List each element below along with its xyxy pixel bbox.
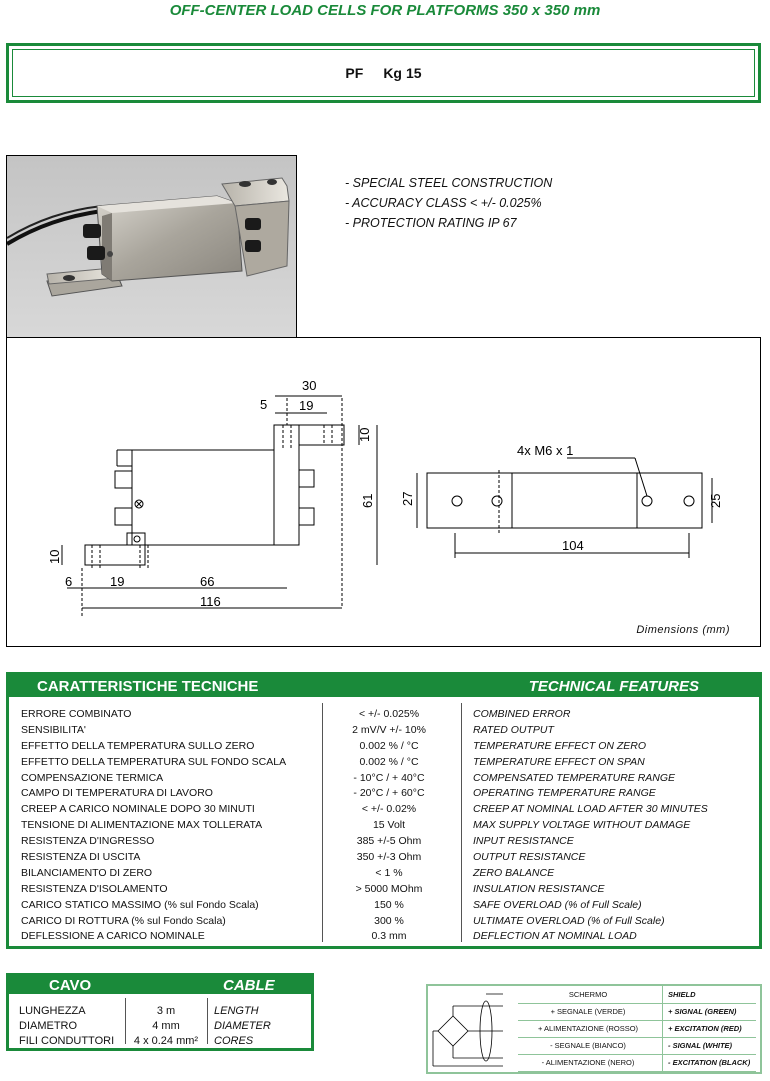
- spec-row: [9, 882, 759, 898]
- dimensions-note: Dimensions (mm): [636, 624, 730, 636]
- cable-row: [9, 1019, 311, 1034]
- product-photo: [6, 155, 297, 338]
- spec-label-en: OUTPUT RESISTANCE: [473, 851, 586, 864]
- dim-label: 10: [357, 427, 372, 442]
- technical-drawing: [7, 338, 762, 648]
- spec-label-en: MAX SUPPLY VOLTAGE WITHOUT DAMAGE: [473, 819, 691, 832]
- spec-label-it: EFFETTO DELLA TEMPERATURA SULLO ZERO: [21, 739, 255, 752]
- dim-label: 19: [110, 574, 125, 589]
- cable-header-it: CAVO: [49, 977, 92, 994]
- spec-label-it: TENSIONE DI ALIMENTAZIONE MAX TOLLERATA: [21, 819, 263, 832]
- model-box: [6, 43, 761, 103]
- cable-label-it: DIAMETRO: [19, 1020, 78, 1032]
- spec-label-en: SAFE OVERLOAD (% of Full Scale): [473, 898, 642, 911]
- dim-label: 66: [200, 574, 215, 589]
- wire-label-en: + EXCITATION (RED): [668, 1024, 742, 1033]
- spec-row: [9, 707, 759, 723]
- cable-label-en: LENGTH: [214, 1005, 259, 1017]
- spec-label-en: OPERATING TEMPERATURE RANGE: [473, 787, 656, 800]
- spec-label-it: ERRORE COMBINATO: [21, 708, 132, 720]
- spec-value: < +/- 0.02%: [361, 803, 417, 816]
- specs-header-en: TECHNICAL FEATURES: [528, 678, 699, 695]
- spec-label-en: RATED OUTPUT: [473, 723, 554, 736]
- spec-row: [9, 739, 759, 755]
- technical-specs: [6, 672, 762, 949]
- spec-row: [9, 723, 759, 739]
- cable-label-en: CORES: [214, 1035, 254, 1047]
- spec-value: 0.002 % / °C: [359, 739, 419, 752]
- wiring-row: [518, 1054, 756, 1072]
- dim-label: 6: [65, 574, 73, 589]
- dim-label: 30: [302, 378, 317, 393]
- dim-label: 25: [708, 493, 723, 508]
- spec-value: < 1 %: [375, 866, 403, 879]
- model-series: PF: [345, 65, 364, 81]
- wire-label-it: + SEGNALE (VERDE): [550, 1007, 626, 1016]
- wire-label-en: SHIELD: [668, 990, 696, 999]
- spec-value: < +/- 0.025%: [358, 708, 420, 720]
- spec-label-it: CARICO DI ROTTURA (% sul Fondo Scala): [21, 914, 226, 927]
- model-capacity: 15: [405, 65, 422, 81]
- spec-value: 300 %: [374, 914, 404, 927]
- spec-value: 2 mV/V +/- 10%: [352, 723, 426, 736]
- cable-value: 4 mm: [152, 1020, 180, 1032]
- spec-row: [9, 866, 759, 882]
- wire-label-en: - EXCITATION (BLACK): [668, 1058, 751, 1067]
- page-title: OFF-CENTER LOAD CELLS FOR PLATFORMS 350 x 350 mm: [169, 2, 601, 19]
- model-label: [12, 49, 755, 97]
- spec-row: [9, 802, 759, 818]
- spec-row: [9, 771, 759, 787]
- spec-label-en: COMBINED ERROR: [473, 708, 571, 720]
- wiring-row: [518, 1003, 756, 1021]
- specs-header-it: CARATTERISTICHE TECNICHE: [37, 678, 259, 695]
- wire-label-en: - SIGNAL (WHITE): [668, 1041, 733, 1050]
- model-unit: Kg: [383, 65, 402, 81]
- spec-value: 0.002 % / °C: [359, 755, 419, 768]
- spec-value: 0.3 mm: [371, 930, 407, 943]
- specs-header: [9, 675, 759, 697]
- wiring-row: [518, 1020, 756, 1038]
- spec-label-en: INSULATION RESISTANCE: [473, 882, 605, 895]
- spec-value: 385 +/-5 Ohm: [356, 835, 422, 848]
- wire-label-it: - ALIMENTAZIONE (NERO): [541, 1058, 635, 1067]
- dim-label: 61: [360, 493, 375, 508]
- spec-label-it: RESISTENZA DI USCITA: [21, 851, 141, 864]
- cable-label-en: DIAMETER: [214, 1020, 271, 1032]
- spec-label-it: CAMPO DI TEMPERATURA DI LAVORO: [21, 787, 213, 800]
- spec-value: > 5000 MOhm: [355, 882, 423, 895]
- spec-label-it: SENSIBILITA': [21, 723, 86, 736]
- specs-rows: [9, 707, 759, 945]
- cable-label-it: FILI CONDUTTORI: [19, 1035, 115, 1047]
- spec-value: 150 %: [374, 898, 404, 911]
- wiring-diagram: [426, 984, 762, 1074]
- cable-row: [9, 1004, 311, 1019]
- spec-label-en: CREEP AT NOMINAL LOAD AFTER 30 MINUTES: [473, 803, 708, 816]
- dim-label: 116: [200, 594, 221, 609]
- spec-row: [9, 929, 759, 945]
- spec-label-it: EFFETTO DELLA TEMPERATURA SUL FONDO SCALA: [21, 755, 287, 768]
- feature-item: - SPECIAL STEEL CONSTRUCTION: [345, 176, 553, 190]
- spec-value: - 10°C / + 40°C: [353, 771, 425, 784]
- cable-value: 4 x 0.24 mm²: [133, 1035, 199, 1047]
- dim-label: 4x M6 x 1: [517, 443, 574, 458]
- dimension-labels: [47, 378, 723, 609]
- wire-label-it: - SEGNALE (BIANCO): [550, 1041, 626, 1050]
- wiring-row: [518, 986, 756, 1004]
- spec-label-it: BILANCIAMENTO DI ZERO: [21, 866, 153, 879]
- spec-label-en: DEFLECTION AT NOMINAL LOAD: [473, 930, 637, 943]
- wire-label-en: + SIGNAL (GREEN): [668, 1007, 737, 1016]
- spec-value: 350 +/-3 Ohm: [356, 851, 422, 864]
- spec-label-it: DEFLESSIONE A CARICO NOMINALE: [21, 930, 205, 943]
- wiring-row: [518, 1037, 756, 1055]
- cable-value: 3 m: [156, 1005, 176, 1017]
- spec-label-en: INPUT RESISTANCE: [473, 835, 574, 848]
- spec-label-en: ZERO BALANCE: [473, 866, 555, 879]
- dim-label: 19: [299, 398, 314, 413]
- spec-row: [9, 786, 759, 802]
- spec-label-it: RESISTENZA D'ISOLAMENTO: [21, 882, 168, 895]
- cable-label-it: LUNGHEZZA: [19, 1005, 86, 1017]
- dim-label: 104: [562, 538, 584, 553]
- cable-specs: [6, 973, 314, 1051]
- dim-label: 5: [260, 397, 268, 412]
- spec-label-it: COMPENSAZIONE TERMICA: [21, 771, 164, 784]
- spec-row: [9, 914, 759, 930]
- spec-value: - 20°C / + 60°C: [353, 787, 425, 800]
- feature-item: - PROTECTION RATING IP 67: [345, 216, 517, 230]
- feature-item: - ACCURACY CLASS < +/- 0.025%: [345, 196, 542, 210]
- cable-header: [9, 976, 311, 994]
- spec-row: [9, 818, 759, 834]
- cable-row: [9, 1034, 311, 1049]
- spec-label-it: RESISTENZA D'INGRESSO: [21, 835, 155, 848]
- spec-label-en: TEMPERATURE EFFECT ON ZERO: [473, 739, 647, 752]
- wire-label-it: + ALIMENTAZIONE (ROSSO): [537, 1024, 639, 1033]
- spec-row: [9, 898, 759, 914]
- spec-label-en: ULTIMATE OVERLOAD (% of Full Scale): [473, 914, 665, 927]
- wire-label-it: SCHERMO: [568, 990, 608, 999]
- feature-list: [345, 173, 552, 233]
- dim-label: 27: [400, 491, 415, 506]
- spec-row: [9, 834, 759, 850]
- spec-label-it: CREEP A CARICO NOMINALE DOPO 30 MINUTI: [21, 803, 255, 816]
- spec-value: 15 Volt: [372, 819, 406, 832]
- spec-label-en: COMPENSATED TEMPERATURE RANGE: [473, 771, 676, 784]
- dim-label: 10: [47, 549, 62, 564]
- spec-label-it: CARICO STATICO MASSIMO (% sul Fondo Scala): [21, 898, 259, 911]
- spec-row: [9, 755, 759, 771]
- spec-row: [9, 850, 759, 866]
- spec-label-en: TEMPERATURE EFFECT ON SPAN: [473, 755, 645, 768]
- load-cell-image: [7, 156, 297, 338]
- cable-header-en: CABLE: [223, 977, 275, 994]
- bridge-circuit-icon: [428, 986, 520, 1072]
- dimension-drawing: [6, 337, 761, 647]
